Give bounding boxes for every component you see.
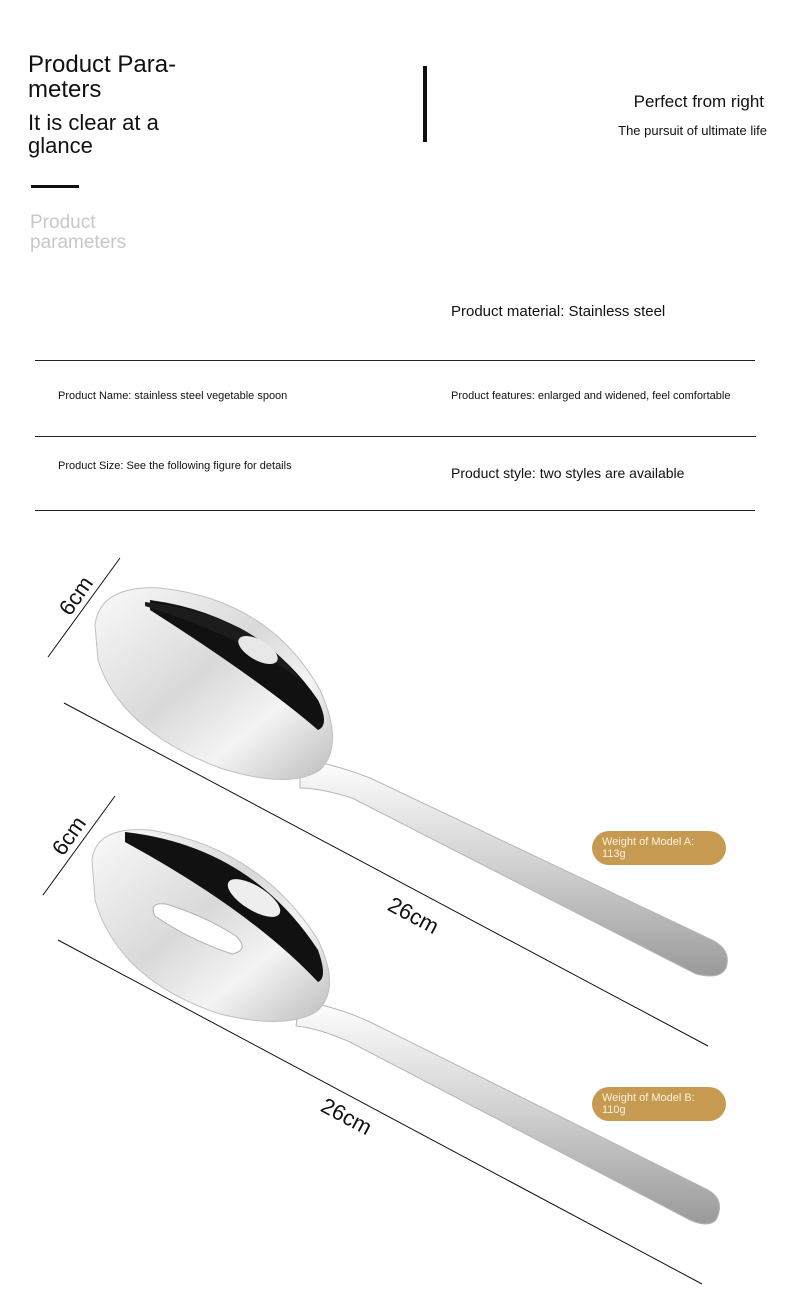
param-material: Product material: Stainless steel xyxy=(451,303,666,320)
spoon-b-length-label: 26cm xyxy=(316,1092,377,1141)
weight-badge-a-label: Weight of Model A: 113g xyxy=(602,836,695,860)
weight-badge-b-label: Weight of Model B: 110g xyxy=(602,1092,695,1116)
tagline: Perfect from right xyxy=(633,92,764,111)
weight-badge-b xyxy=(592,1087,726,1121)
vertical-divider xyxy=(423,66,427,142)
param-features: Product features: enlarged and widened, feel comfortable xyxy=(451,390,731,402)
spoon-a-width-label: 6cm xyxy=(53,571,99,620)
param-style: Product style: two styles are available xyxy=(451,465,685,481)
spoon-diagram xyxy=(0,530,790,1308)
page-subtitle: It is clear at a glance xyxy=(28,110,159,158)
weight-badge-a xyxy=(592,831,726,865)
spoon-a-handle xyxy=(300,758,727,976)
param-size: Product Size: See the following figure for details xyxy=(58,460,292,472)
table-rule-top xyxy=(35,360,755,361)
spoon-a-length-label: 26cm xyxy=(383,891,444,940)
table-rule-middle xyxy=(35,436,756,437)
title-underline xyxy=(31,185,79,188)
page-title: Product Para- meters xyxy=(28,51,177,103)
tagline-sub: The pursuit of ultimate life xyxy=(618,123,767,138)
section-ghost-label: Product parameters xyxy=(30,212,127,253)
spoon-b xyxy=(43,796,720,1284)
table-rule-bottom xyxy=(35,510,755,511)
param-name: Product Name: stainless steel vegetable spoon xyxy=(58,390,288,402)
spoon-b-width-label: 6cm xyxy=(46,811,92,860)
